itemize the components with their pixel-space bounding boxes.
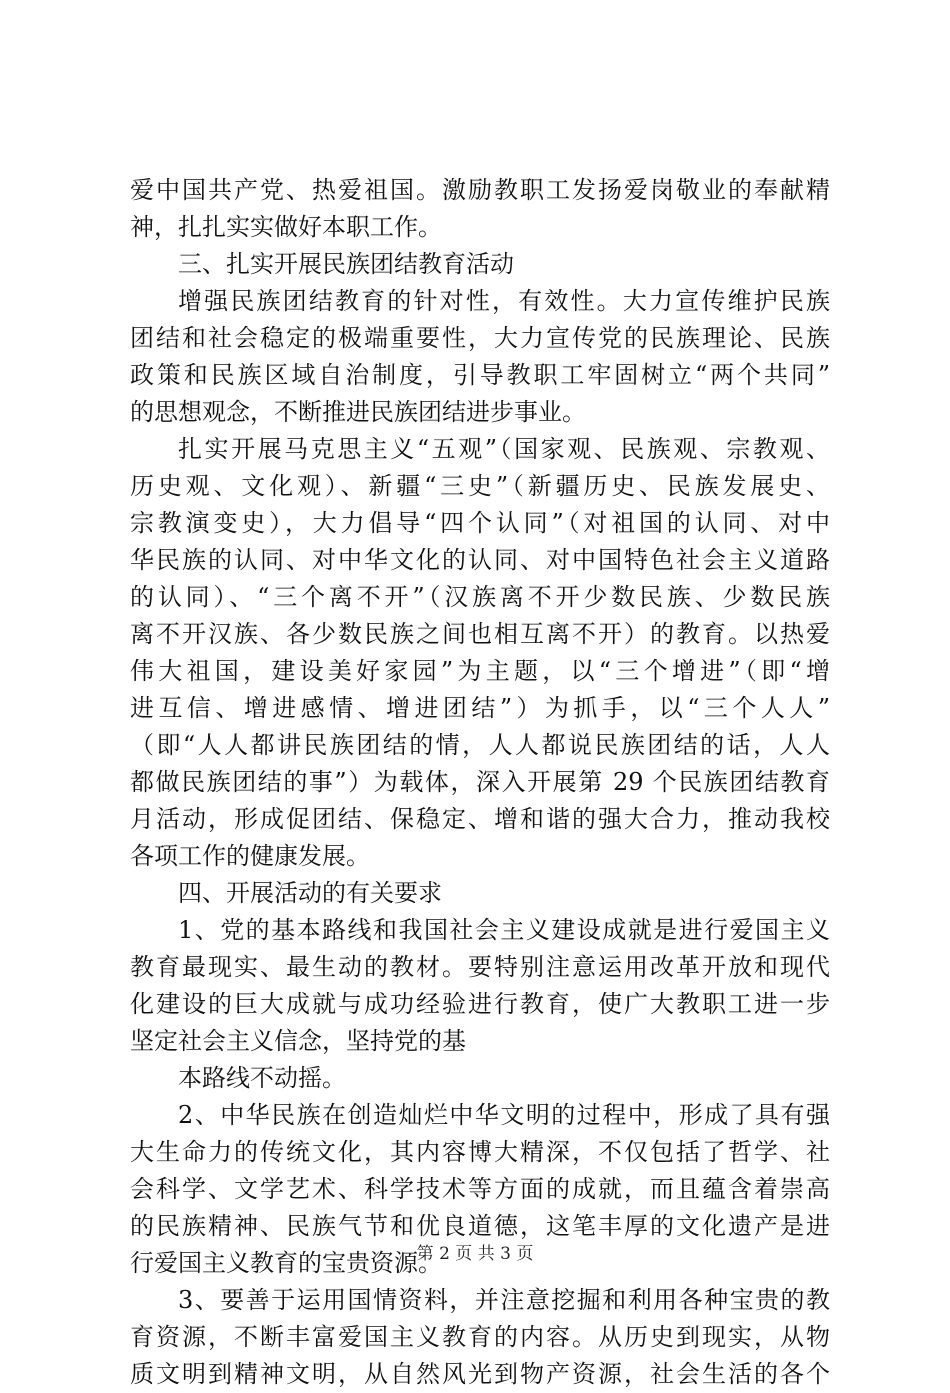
text-line: 育资源，不断丰富爱国主义教育的内容。从历史到现实，从物 (130, 1323, 830, 1351)
text-line: 2、中华民族在创造灿烂中华文明的过程中，形成了具有强 (178, 1101, 830, 1129)
text-line: 行爱国主义教育的宝贵资源。 (130, 1249, 442, 1277)
text-line: 各项工作的健康发展。 (130, 842, 370, 870)
text-line: 化建设的巨大成就与成功经验进行教育，使广大教职工进一步 (130, 990, 830, 1018)
text-line: 的民族精神、民族气节和优良道德，这笔丰厚的文化遗产是进 (130, 1212, 830, 1240)
text-line: 历史观、文化观）、新疆“三史”（新疆历史、民族发展史、 (130, 472, 830, 500)
text-line: 的思想观念，不断推进民族团结进步事业。 (130, 398, 586, 426)
text-line: 华民族的认同、对中华文化的认同、对中国特色社会主义道路 (130, 546, 830, 574)
text-line: 增强民族团结教育的针对性，有效性。大力宣传维护民族 (178, 287, 830, 315)
text-line: 扎实开展马克思主义“五观”（国家观、民族观、宗教观、 (178, 435, 830, 463)
text-line: 本路线不动摇。 (178, 1064, 346, 1092)
text-line: 会科学、文学艺术、科学技术等方面的成就，而且蕴含着崇高 (130, 1175, 830, 1203)
text-line: 1、党的基本路线和我国社会主义建设成就是进行爱国主义 (178, 916, 830, 944)
text-line: 教育最现实、最生动的教材。要特别注意运用改革开放和现代 (130, 953, 830, 981)
text-line: 伟大祖国，建设美好家园”为主题，以“三个增进”（即“增 (130, 657, 830, 685)
text-line: 都做民族团结的事”）为载体，深入开展第 29 个民族团结教育 (130, 768, 830, 796)
text-line: 3、要善于运用国情资料，并注意挖掘和利用各种宝贵的教 (178, 1286, 830, 1314)
page-number-footer: 第 2 页 共 3 页 (416, 1244, 534, 1264)
text-line: 质文明到精神文明，从自然风光到物产资源，社会生活的各个 (130, 1360, 830, 1388)
text-line: 团结和社会稳定的极端重要性，大力宣传党的民族理论、民族 (130, 324, 830, 352)
text-line: 坚定社会主义信念，坚持党的基 (130, 1027, 466, 1055)
text-line: （即“人人都讲民族团结的情，人人都说民族团结的话，人人 (130, 731, 830, 759)
text-line: 爱中国共产党、热爱祖国。激励教职工发扬爱岗敬业的奉献精 (130, 176, 830, 204)
section-heading: 四、开展活动的有关要求 (178, 879, 442, 907)
text-line: 离不开汉族、各少数民族之间也相互离不开）的教育。以热爱 (130, 620, 830, 648)
section-heading: 三、扎实开展民族团结教育活动 (178, 250, 514, 278)
text-line: 进互信、增进感情、增进团结”）为抓手，以“三个人人” (130, 694, 830, 722)
text-line: 大生命力的传统文化，其内容博大精深，不仅包括了哲学、社 (130, 1138, 830, 1166)
text-line: 神，扎扎实实做好本职工作。 (130, 213, 442, 241)
text-line: 的认同）、“三个离不开”（汉族离不开少数民族、少数民族 (130, 583, 830, 611)
text-line: 宗教演变史），大力倡导“四个认同”（对祖国的认同、对中 (130, 509, 830, 537)
text-line: 政策和民族区域自治制度，引导教职工牢固树立“两个共同” (130, 361, 830, 389)
document-body (130, 172, 830, 1393)
text-line: 月活动，形成促团结、保稳定、增和谐的强大合力，推动我校 (130, 805, 830, 833)
